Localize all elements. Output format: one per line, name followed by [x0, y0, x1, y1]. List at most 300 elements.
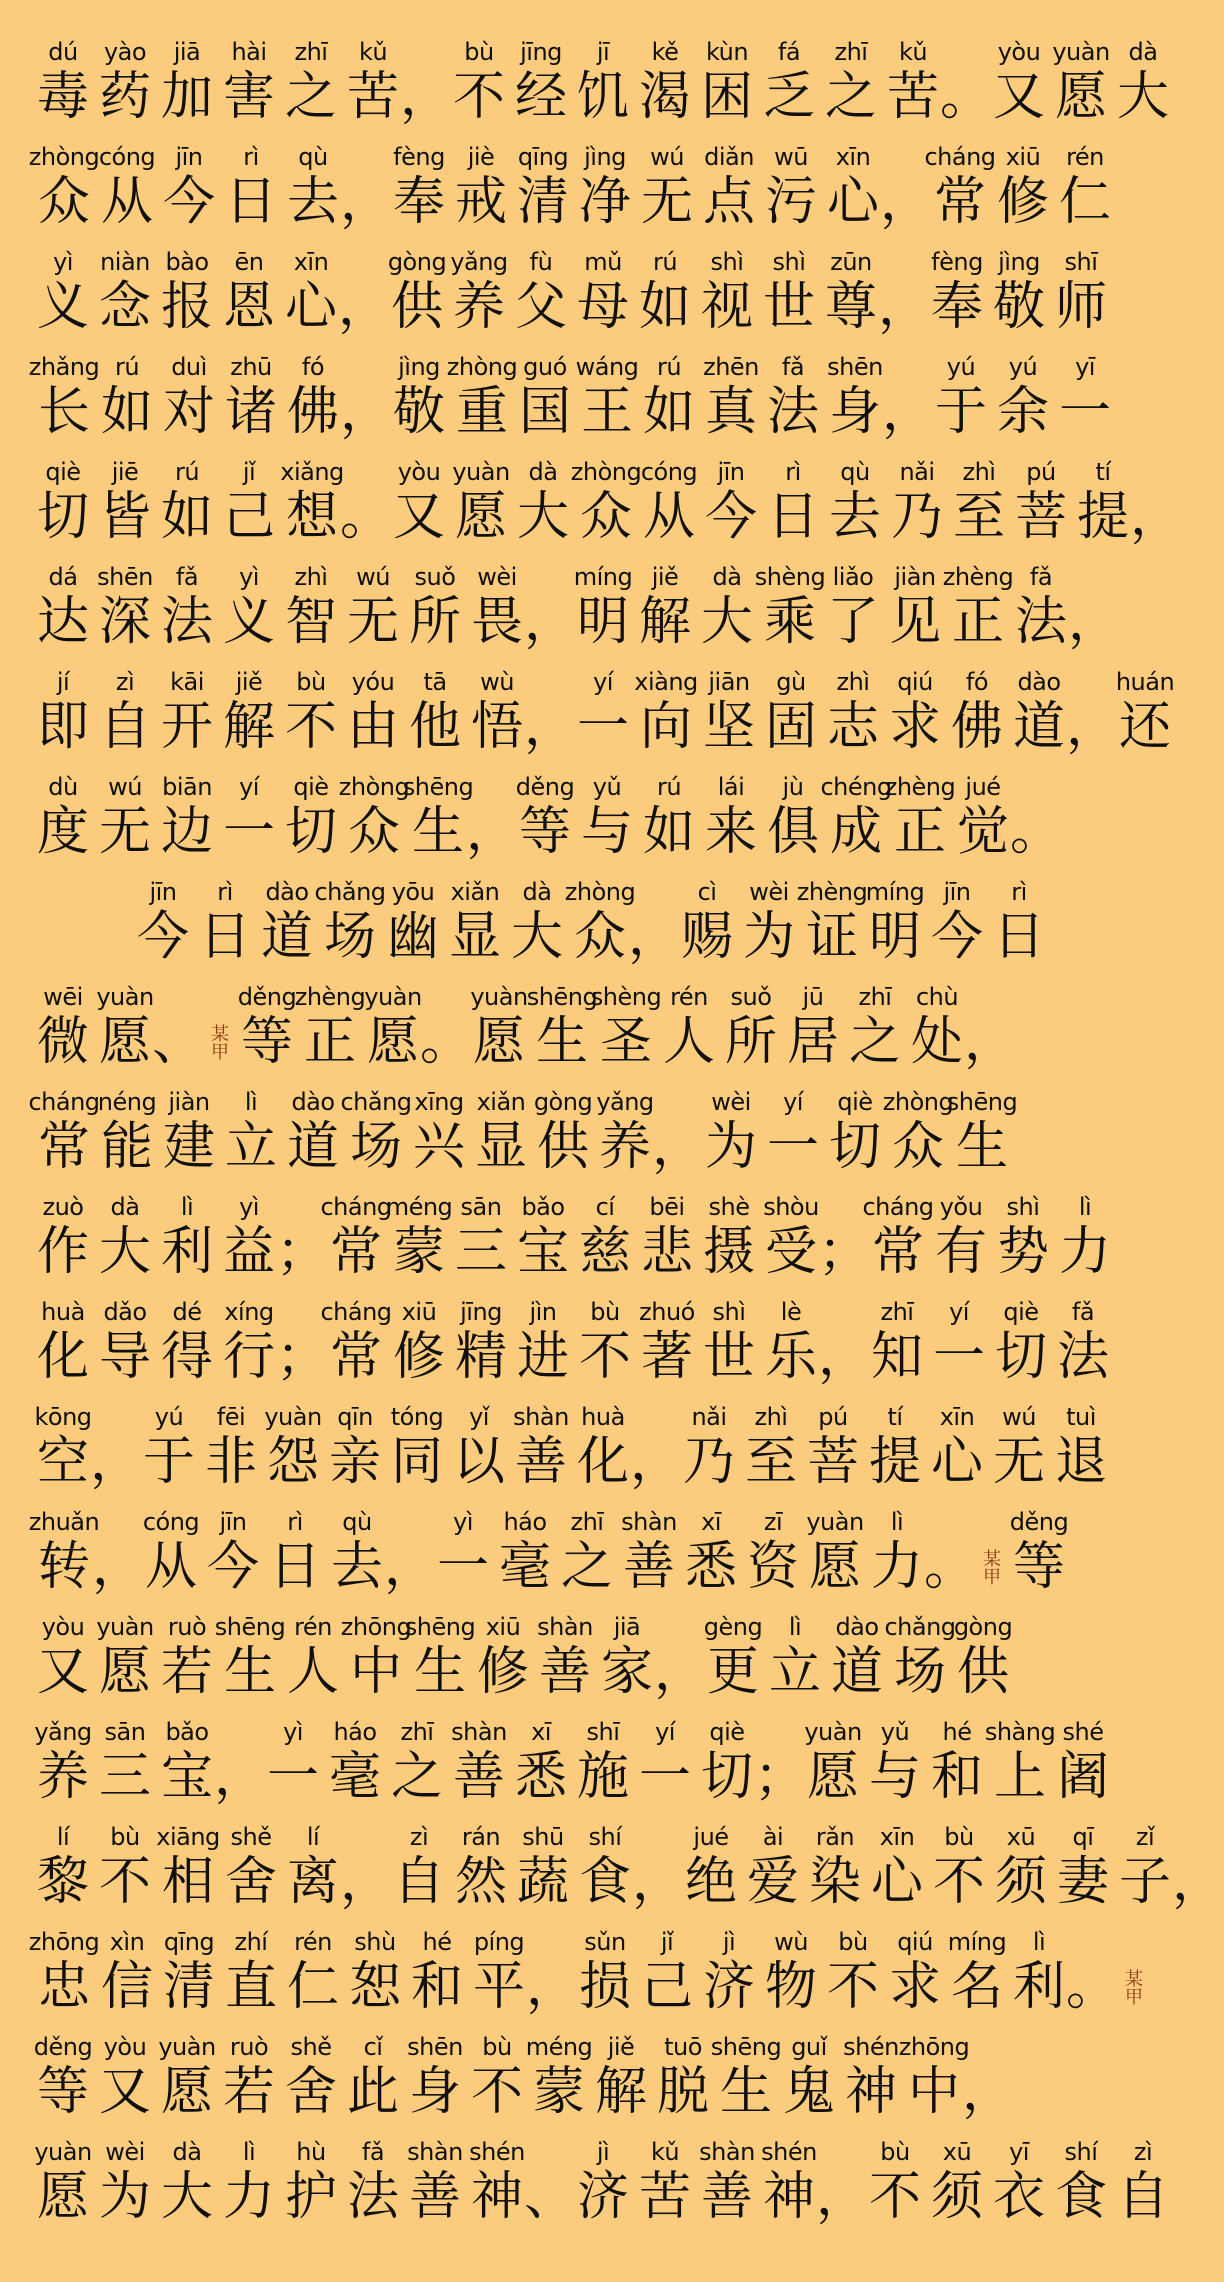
hanzi: 愿: [454, 487, 507, 547]
character-cell: [824, 457, 886, 547]
character-cell: [388, 142, 450, 232]
character-cell: [156, 667, 218, 757]
hanzi: 苦: [638, 2167, 691, 2227]
pinyin: děng: [33, 2033, 93, 2061]
hanzi: 名: [950, 1957, 1003, 2017]
pinyin: rì: [785, 458, 801, 486]
pinyin: yì: [453, 1508, 473, 1536]
pinyin: bēi: [649, 1193, 685, 1221]
character-cell: [742, 1507, 804, 1597]
hanzi: 等: [240, 1012, 293, 1072]
pinyin: zhòng: [28, 143, 100, 171]
pinyin: shēng: [710, 2033, 782, 2061]
pinyin: bù: [464, 38, 494, 66]
character-cell: [94, 2137, 156, 2227]
pinyin: qiè: [45, 458, 81, 486]
hanzi: 饥: [576, 67, 629, 127]
pinyin: jīn: [175, 143, 203, 171]
pinyin: zhì: [962, 458, 996, 486]
character-cell: [822, 562, 884, 652]
pinyin: wáng: [575, 353, 639, 381]
character-cell: [532, 1087, 594, 1177]
character-cell: [314, 877, 386, 967]
character-cell: [988, 1402, 1050, 1492]
hanzi: 一: [638, 1747, 691, 1807]
hanzi: 食: [578, 1852, 631, 1912]
character-cell: [990, 1822, 1052, 1912]
hanzi: 加: [160, 67, 213, 127]
character-cell: [866, 1507, 928, 1597]
pinyin: qiú: [897, 668, 933, 696]
hanzi: 今: [930, 907, 983, 967]
hanzi: 求: [888, 697, 941, 757]
pinyin: jiā: [173, 38, 201, 66]
hanzi: 资: [746, 1537, 799, 1597]
hanzi: 道: [830, 1642, 883, 1702]
character-cell: [884, 562, 946, 652]
hanzi: 同: [390, 1432, 443, 1492]
character-cell: [760, 1297, 822, 1387]
hanzi: 与: [580, 802, 633, 862]
punctuation: [754, 1717, 807, 1807]
character-cell: [680, 1507, 742, 1597]
character-cell: [636, 1297, 698, 1387]
hanzi: 然: [454, 1852, 507, 1912]
punctuation: [340, 352, 393, 442]
hanzi: 自: [392, 1852, 445, 1912]
hanzi: 所: [724, 1012, 777, 1072]
character-cell: [94, 247, 156, 337]
punctuation: [524, 667, 577, 757]
hanzi: 国: [518, 382, 571, 442]
character-cell: [984, 1717, 1056, 1807]
pinyin: xiū: [401, 1298, 437, 1326]
character-cell: [280, 562, 342, 652]
pinyin: ruò: [229, 2033, 269, 2061]
character-cell: [28, 1507, 100, 1597]
character-cell: [262, 1402, 324, 1492]
hanzi: 人: [662, 1012, 715, 1072]
pinyin: zì: [115, 668, 135, 696]
character-cell: [636, 142, 698, 232]
character-cell: [385, 1192, 453, 1282]
hanzi: 去: [286, 172, 339, 232]
character-cell: [132, 877, 194, 967]
pinyin: shàn: [699, 2138, 755, 2166]
hanzi: 奉: [392, 172, 445, 232]
punctuation: [1066, 1927, 1119, 2017]
pinyin: yòu: [41, 1613, 85, 1641]
character-cell: [218, 457, 280, 547]
pinyin: yì: [53, 248, 73, 276]
pinyin: xiǎn: [476, 1088, 526, 1116]
pinyin: suǒ: [414, 563, 456, 591]
character-cell: [218, 247, 280, 337]
pinyin: qiú: [897, 1928, 933, 1956]
hanzi: 神: [762, 2167, 815, 2227]
hanzi: 余: [996, 382, 1049, 442]
pinyin: wú: [356, 563, 390, 591]
pinyin: cháng: [862, 1193, 934, 1221]
character-cell: [1010, 457, 1072, 547]
pinyin: nǎi: [691, 1403, 727, 1431]
character-cell: [866, 1297, 928, 1387]
pinyin: xīn: [835, 143, 871, 171]
character-cell: [342, 37, 404, 127]
hanzi: 又: [992, 67, 1045, 127]
pinyin: jiàn: [168, 1088, 210, 1116]
hanzi: 场: [893, 1642, 946, 1702]
pinyin: shì: [772, 248, 806, 276]
character-cell: [220, 352, 282, 442]
pinyin: cháng: [28, 1088, 100, 1116]
punctuation-mark: ，: [964, 1012, 1017, 1072]
character-cell: [884, 772, 956, 862]
character-cell: [362, 982, 424, 1072]
hanzi: 之: [824, 67, 877, 127]
hanzi: 苦: [886, 67, 939, 127]
character-cell: [1114, 1822, 1176, 1912]
pinyin: qiè: [293, 773, 329, 801]
hanzi: 和: [410, 1957, 463, 2017]
punctuation: [878, 247, 931, 337]
character-cell: [564, 877, 636, 967]
character-cell: [618, 1507, 680, 1597]
pinyin: zhì: [294, 563, 328, 591]
hanzi: 悲: [640, 1222, 693, 1282]
hanzi: 护: [284, 2167, 337, 2227]
hanzi: 亲: [328, 1432, 381, 1492]
pinyin: shí: [1064, 2138, 1098, 2166]
pinyin: zhòng: [564, 878, 636, 906]
hanzi: 进: [516, 1327, 569, 1387]
pinyin: jǐ: [660, 1928, 674, 1956]
character-cell: [450, 1822, 512, 1912]
character-cell: [572, 1402, 634, 1492]
pinyin: shī: [586, 1718, 620, 1746]
character-cell: [32, 37, 94, 127]
hanzi: 恕: [348, 1957, 401, 2017]
character-cell: [658, 982, 720, 1072]
character-cell: [280, 772, 342, 862]
character-cell: [572, 562, 634, 652]
pinyin: lì: [180, 1193, 194, 1221]
hanzi: 生: [223, 1642, 276, 1702]
pinyin: shén: [761, 2138, 817, 2166]
hanzi: 皆: [98, 487, 151, 547]
pinyin: háo: [333, 1718, 377, 1746]
pinyin: fǎ: [175, 563, 199, 591]
pinyin: lí: [306, 1823, 320, 1851]
character-cell: [556, 1507, 618, 1597]
pinyin: tā: [423, 668, 447, 696]
character-cell: [280, 667, 342, 757]
punctuation: [882, 352, 935, 442]
pinyin: dá: [48, 563, 78, 591]
hanzi: 摄: [702, 1222, 755, 1282]
hanzi: 修: [476, 1642, 529, 1702]
hanzi: 身: [828, 382, 881, 442]
pinyin: qī: [1072, 1823, 1094, 1851]
pinyin: xìn: [109, 1928, 145, 1956]
hanzi: 从: [100, 172, 153, 232]
punctuation-mark: 。: [420, 1012, 473, 1072]
pinyin: shēng: [946, 1088, 1018, 1116]
hanzi: 于: [142, 1432, 195, 1492]
character-cell: [156, 247, 218, 337]
pinyin: niàn: [100, 248, 150, 276]
character-cell: [778, 2032, 840, 2122]
character-cell: [96, 142, 158, 232]
hanzi: 王: [580, 382, 633, 442]
character-cell: [194, 877, 256, 967]
hanzi: 常: [329, 1222, 382, 1282]
pinyin: shé: [1062, 1718, 1104, 1746]
hanzi: 有: [934, 1222, 987, 1282]
pinyin: tóng: [390, 1403, 444, 1431]
pinyin: xū: [1006, 1823, 1036, 1851]
pinyin: yì: [239, 1193, 259, 1221]
character-cell: [700, 457, 762, 547]
punctuation: [962, 2032, 1015, 2122]
hanzi: 生: [411, 802, 464, 862]
pinyin: shēn: [97, 563, 153, 591]
character-cell: [510, 1717, 572, 1807]
pinyin: dà: [1128, 38, 1158, 66]
character-cell: [280, 2137, 342, 2227]
hanzi: 心: [826, 172, 879, 232]
character-cell: [218, 2137, 280, 2227]
hanzi: 慈: [578, 1222, 631, 1282]
character-cell: [596, 1612, 658, 1702]
pinyin: yí: [655, 1718, 675, 1746]
pinyin: shēng: [214, 1613, 286, 1641]
character-cell: [94, 1822, 156, 1912]
pinyin: shì: [710, 248, 744, 276]
character-cell: [236, 982, 298, 1072]
character-cell: [450, 1192, 512, 1282]
pinyin: gèng: [703, 1613, 763, 1641]
pinyin: xíng: [224, 1298, 274, 1326]
hanzi: 利: [1012, 1957, 1065, 2017]
character-cell: [94, 1612, 156, 1702]
punctuation-mark: ，: [818, 1327, 871, 1387]
hanzi: 善: [538, 1642, 591, 1702]
text-line: [32, 967, 1056, 1072]
character-cell: [802, 1402, 864, 1492]
pinyin: jīng: [460, 1298, 502, 1326]
pinyin: zhèng: [796, 878, 868, 906]
character-cell: [156, 1612, 218, 1702]
pinyin: lì: [244, 1088, 258, 1116]
hanzi: 济: [576, 2167, 629, 2227]
hanzi: 大: [700, 592, 753, 652]
hanzi: 日: [992, 907, 1045, 967]
pinyin: lái: [717, 773, 745, 801]
pinyin: zhì: [754, 1403, 788, 1431]
pinyin: zì: [409, 1823, 429, 1851]
character-cell: [574, 1192, 636, 1282]
pinyin: chù: [915, 983, 959, 1011]
pinyin: xīn: [939, 1403, 975, 1431]
character-cell: [342, 667, 404, 757]
hanzi: 之: [284, 67, 337, 127]
character-cell: [1008, 1927, 1070, 2017]
pinyin: jiā: [613, 1613, 641, 1641]
pinyin: wú: [1002, 1403, 1036, 1431]
character-cell: [324, 1402, 386, 1492]
hanzi: 法: [1056, 1327, 1109, 1387]
character-cell: [510, 1402, 572, 1492]
pinyin: fèng: [393, 143, 445, 171]
pinyin: bù: [110, 1823, 140, 1851]
hanzi: 食: [1054, 2167, 1107, 2227]
character-cell: [576, 772, 638, 862]
character-cell: [930, 1192, 992, 1282]
hanzi: 身: [408, 2062, 461, 2122]
pinyin: kāi: [170, 668, 204, 696]
hanzi: 家: [600, 1642, 653, 1702]
character-cell: [988, 2137, 1050, 2227]
pinyin: zhōng: [340, 1613, 412, 1641]
pinyin: shàn: [537, 1613, 593, 1641]
character-cell: [946, 667, 1008, 757]
hanzi: 敬: [392, 382, 445, 442]
punctuation: [340, 142, 393, 232]
character-cell: [514, 772, 576, 862]
hanzi: 今: [206, 1537, 259, 1597]
hanzi: 受: [764, 1222, 817, 1282]
character-cell: [680, 1822, 742, 1912]
hanzi: 愿: [806, 1747, 859, 1807]
character-cell: [652, 2032, 714, 2122]
placeholder-text: 某甲: [1122, 1969, 1143, 2005]
character-cell: [342, 562, 404, 652]
pinyin: guó: [523, 353, 567, 381]
hanzi: 愿: [160, 2062, 213, 2122]
text-line: [32, 1702, 1109, 1807]
character-cell: [1008, 1507, 1070, 1597]
pinyin: yǔ: [880, 1718, 910, 1746]
hanzi: 妻: [1056, 1852, 1109, 1912]
hanzi: 义: [222, 592, 275, 652]
character-cell: [220, 142, 282, 232]
character-cell: [926, 1402, 988, 1492]
punctuation: [1010, 772, 1063, 862]
pinyin: yuàn: [452, 458, 510, 486]
character-cell: [698, 142, 760, 232]
pinyin: yú: [946, 353, 976, 381]
pinyin: liǎo: [832, 563, 874, 591]
hanzi: 由: [346, 697, 399, 757]
pinyin: jué: [693, 1823, 729, 1851]
pinyin: jǐ: [242, 458, 256, 486]
character-cell: [432, 1507, 494, 1597]
character-cell: [992, 1192, 1054, 1282]
character-cell: [404, 1612, 476, 1702]
character-cell: [220, 1927, 282, 2017]
character-cell: [28, 1927, 100, 2017]
pinyin: néng: [97, 1088, 157, 1116]
character-cell: [94, 772, 156, 862]
hanzi: 爱: [746, 1852, 799, 1912]
hanzi: 离: [286, 1852, 339, 1912]
punctuation-mark: 、: [152, 1012, 205, 1072]
character-cell: [638, 457, 700, 547]
text-line: [32, 862, 1056, 967]
character-cell: [952, 1612, 1014, 1702]
hanzi: 日: [268, 1537, 321, 1597]
character-cell: [886, 457, 948, 547]
pinyin: jīng: [520, 38, 562, 66]
hanzi: 即: [36, 697, 89, 757]
hanzi: 又: [98, 2062, 151, 2122]
pinyin: yú: [1008, 353, 1038, 381]
character-cell: [762, 1087, 824, 1177]
character-cell: [32, 1612, 94, 1702]
hanzi: 清: [162, 1957, 215, 2017]
character-cell: [468, 1927, 530, 2017]
character-cell: [754, 562, 826, 652]
pinyin: huán: [1115, 668, 1175, 696]
character-cell: [450, 142, 512, 232]
hanzi: 以: [452, 1432, 505, 1492]
punctuation-mark: ，: [632, 1852, 685, 1912]
character-cell: [218, 1297, 280, 1387]
character-cell: [218, 772, 280, 862]
hanzi: 困: [700, 67, 753, 127]
character-cell: [32, 247, 94, 337]
character-cell: [450, 457, 512, 547]
pinyin: zhì: [836, 668, 870, 696]
pinyin: zì: [1133, 2138, 1153, 2166]
pinyin: cì: [697, 878, 717, 906]
hanzi: 兴: [412, 1117, 465, 1177]
hanzi: 修: [996, 172, 1049, 232]
character-cell: [738, 877, 800, 967]
character-cell: [990, 1297, 1052, 1387]
character-cell: [448, 37, 510, 127]
pinyin: xiū: [485, 1613, 521, 1641]
pinyin: rén: [294, 1928, 332, 1956]
pinyin: dào: [1017, 668, 1061, 696]
character-cell: [94, 37, 156, 127]
character-cell: [698, 1192, 760, 1282]
pinyin: xīng: [414, 1088, 464, 1116]
hanzi: 对: [162, 382, 215, 442]
punctuation: [400, 37, 453, 127]
hanzi: 力: [222, 2167, 275, 2227]
hanzi: 供: [536, 1117, 589, 1177]
character-cell: [32, 457, 94, 547]
pinyin: shàn: [621, 1508, 677, 1536]
hanzi: 愿: [472, 1012, 525, 1072]
character-cell: [282, 142, 344, 232]
hanzi: 众: [573, 907, 626, 967]
hanzi: 渴: [638, 67, 691, 127]
pinyin: rán: [461, 1823, 501, 1851]
character-cell: [590, 2032, 652, 2122]
character-cell: [926, 877, 988, 967]
hanzi: 乃: [682, 1432, 735, 1492]
text-line: [32, 757, 1063, 862]
pinyin: diǎn: [704, 143, 754, 171]
hanzi: 道: [260, 907, 313, 967]
punctuation-mark: ；: [276, 1222, 329, 1282]
pinyin: jì: [596, 2138, 610, 2166]
pinyin: qiè: [837, 1088, 873, 1116]
text-line: [32, 22, 1169, 127]
